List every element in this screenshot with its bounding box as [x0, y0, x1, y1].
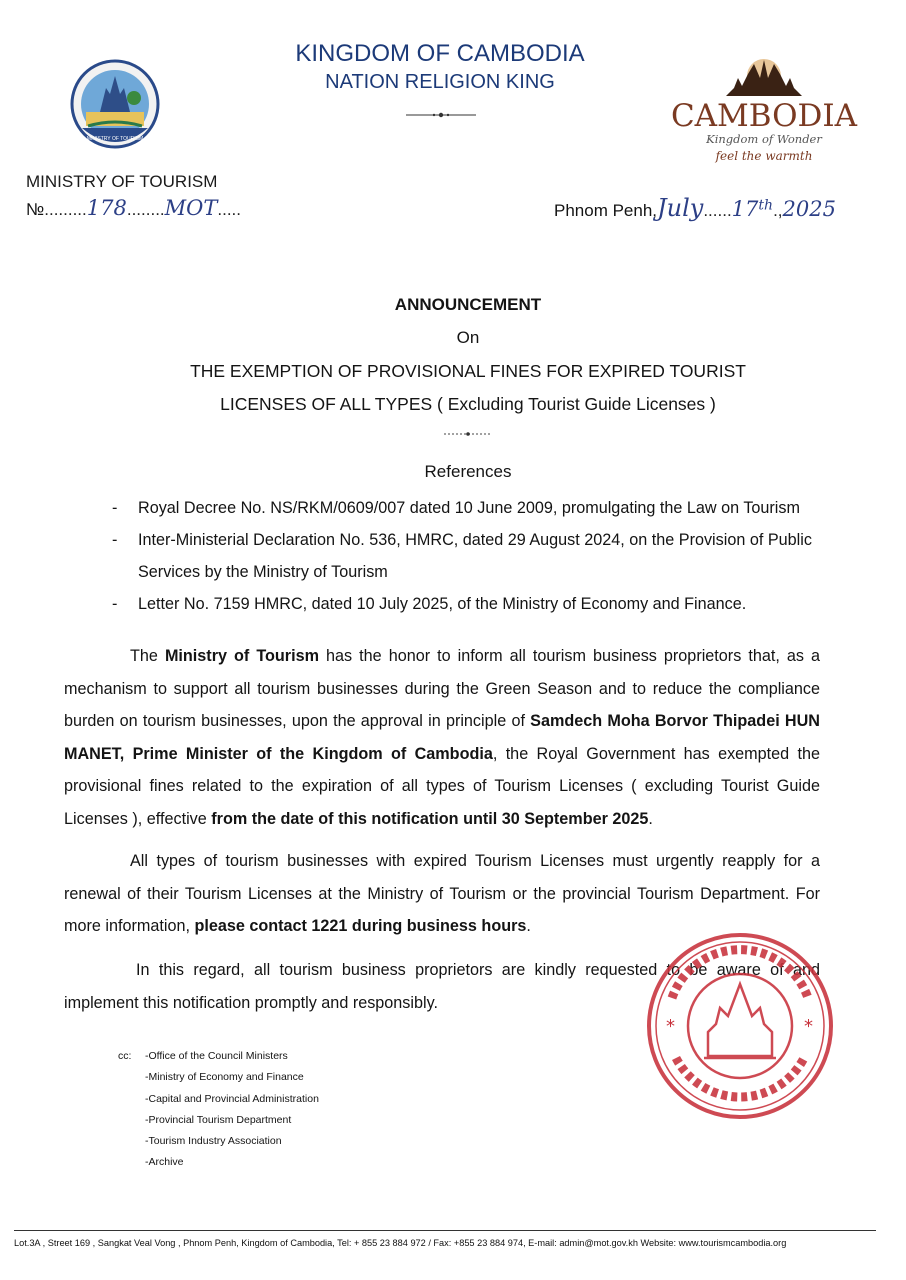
- reference-item: - Letter No. 7159 HMRC, dated 10 July 2025, of the Ministry of Economy and Finance.: [112, 595, 747, 613]
- handwritten-year: 2025: [782, 197, 836, 221]
- references-list: [112, 492, 832, 620]
- reference-number: №.........178........MOT.....: [26, 196, 242, 220]
- body-paragraph-1: The Ministry of Tourism has the honor to inform all tourism business proprietors that, as a mechanism to support all tourism businesses during the Green Season and to reduce the compliance burden on tourism businesses, upon the approval in principle of Samdech Moha Borvor Thipadei HUN MANET, Prime Minister of the Kingdom of Cambodia, the Royal Government has exempted the provisional fines related to the expiration of all types of Tourism Licenses ( excluding Tourist Guide Licenses ), effective from the date of this notification until 30 September 2025.: [64, 647, 820, 828]
- svg-text:*: *: [666, 1016, 675, 1037]
- official-stamp: [642, 928, 838, 1124]
- title-ornament: [442, 430, 494, 438]
- footer-address: Lot.3A , Street 169 , Sangkat Veal Vong , Phnom Penh, Kingdom of Cambodia, Tel: + 855 23 884 972 / Fax: +855 23 884 974, E-mail: admin@mot.gov.kh Website: www.tourismcambodia.org: [14, 1238, 787, 1248]
- place-name: Phnom Penh,: [554, 201, 658, 220]
- handwritten-month: July: [657, 194, 704, 222]
- body-paragraph-2: All types of tourism businesses with expired Tourism Licenses must urgently reapply for a renewal of their Tourism Licenses at the Ministry of Tourism or the provincial Tourism Department. For more information, please contact 1221 during business hours.: [64, 852, 820, 935]
- svg-text:CAMBODIA: CAMBODIA: [670, 98, 858, 134]
- svg-text:MINISTRY OF TOURISM: MINISTRY OF TOURISM: [86, 136, 144, 142]
- announcement-on: On: [456, 328, 480, 347]
- kingdom-title: KINGDOM OF CAMBODIA: [295, 40, 585, 67]
- cc-list: cc: -Office of the Council Ministers -Ministry of Economy and Finance -Capital and Provincial Administration -Provincial Tourism Department -Tourism Industry Association -Archive: [118, 1046, 319, 1174]
- footer-divider: [14, 1230, 876, 1231]
- number-prefix: №: [26, 200, 45, 219]
- handwritten-number-suffix: MOT: [164, 196, 218, 220]
- cc-label: cc:: [118, 1050, 132, 1062]
- reference-item: - Inter-Ministerial Declaration No. 536, HMRC, dated 29 August 2024, on the Provision of Public Services by the Ministry of Tourism: [112, 531, 812, 581]
- reference-item: - Royal Decree No. NS/RKM/0609/007 dated 10 June 2009, promulgating the Law on Tourism: [112, 499, 800, 517]
- handwritten-day-suffix: th: [758, 197, 774, 214]
- handwritten-number: 178: [86, 196, 127, 220]
- handwritten-day: 17: [731, 197, 759, 221]
- ministry-name: MINISTRY OF TOURISM: [26, 172, 218, 191]
- ministry-seal-logo: [70, 58, 160, 150]
- svg-text:feel the warmth: feel the warmth: [715, 149, 813, 163]
- references-heading: References: [424, 462, 512, 481]
- announcement-heading: ANNOUNCEMENT: [394, 295, 542, 314]
- place-date: Phnom Penh,July......17th.,2025: [554, 194, 836, 222]
- announcement-subject-line1: THE EXEMPTION OF PROVISIONAL FINES FOR EXPIRED TOURIST: [190, 361, 746, 381]
- national-motto: NATION RELIGION KING: [325, 71, 555, 93]
- cambodia-brand-logo: [664, 52, 864, 167]
- body-paragraph-3: In this regard, all tourism business proprietors are kindly requested to be aware of and implement this notification promptly and responsibly.: [64, 961, 820, 1012]
- header-ornament: [404, 110, 478, 120]
- svg-text:Kingdom of Wonder: Kingdom of Wonder: [706, 132, 822, 146]
- announcement-subject-line2: LICENSES OF ALL TYPES ( Excluding Tourist Guide Licenses ): [220, 394, 716, 414]
- svg-text:*: *: [804, 1016, 813, 1037]
